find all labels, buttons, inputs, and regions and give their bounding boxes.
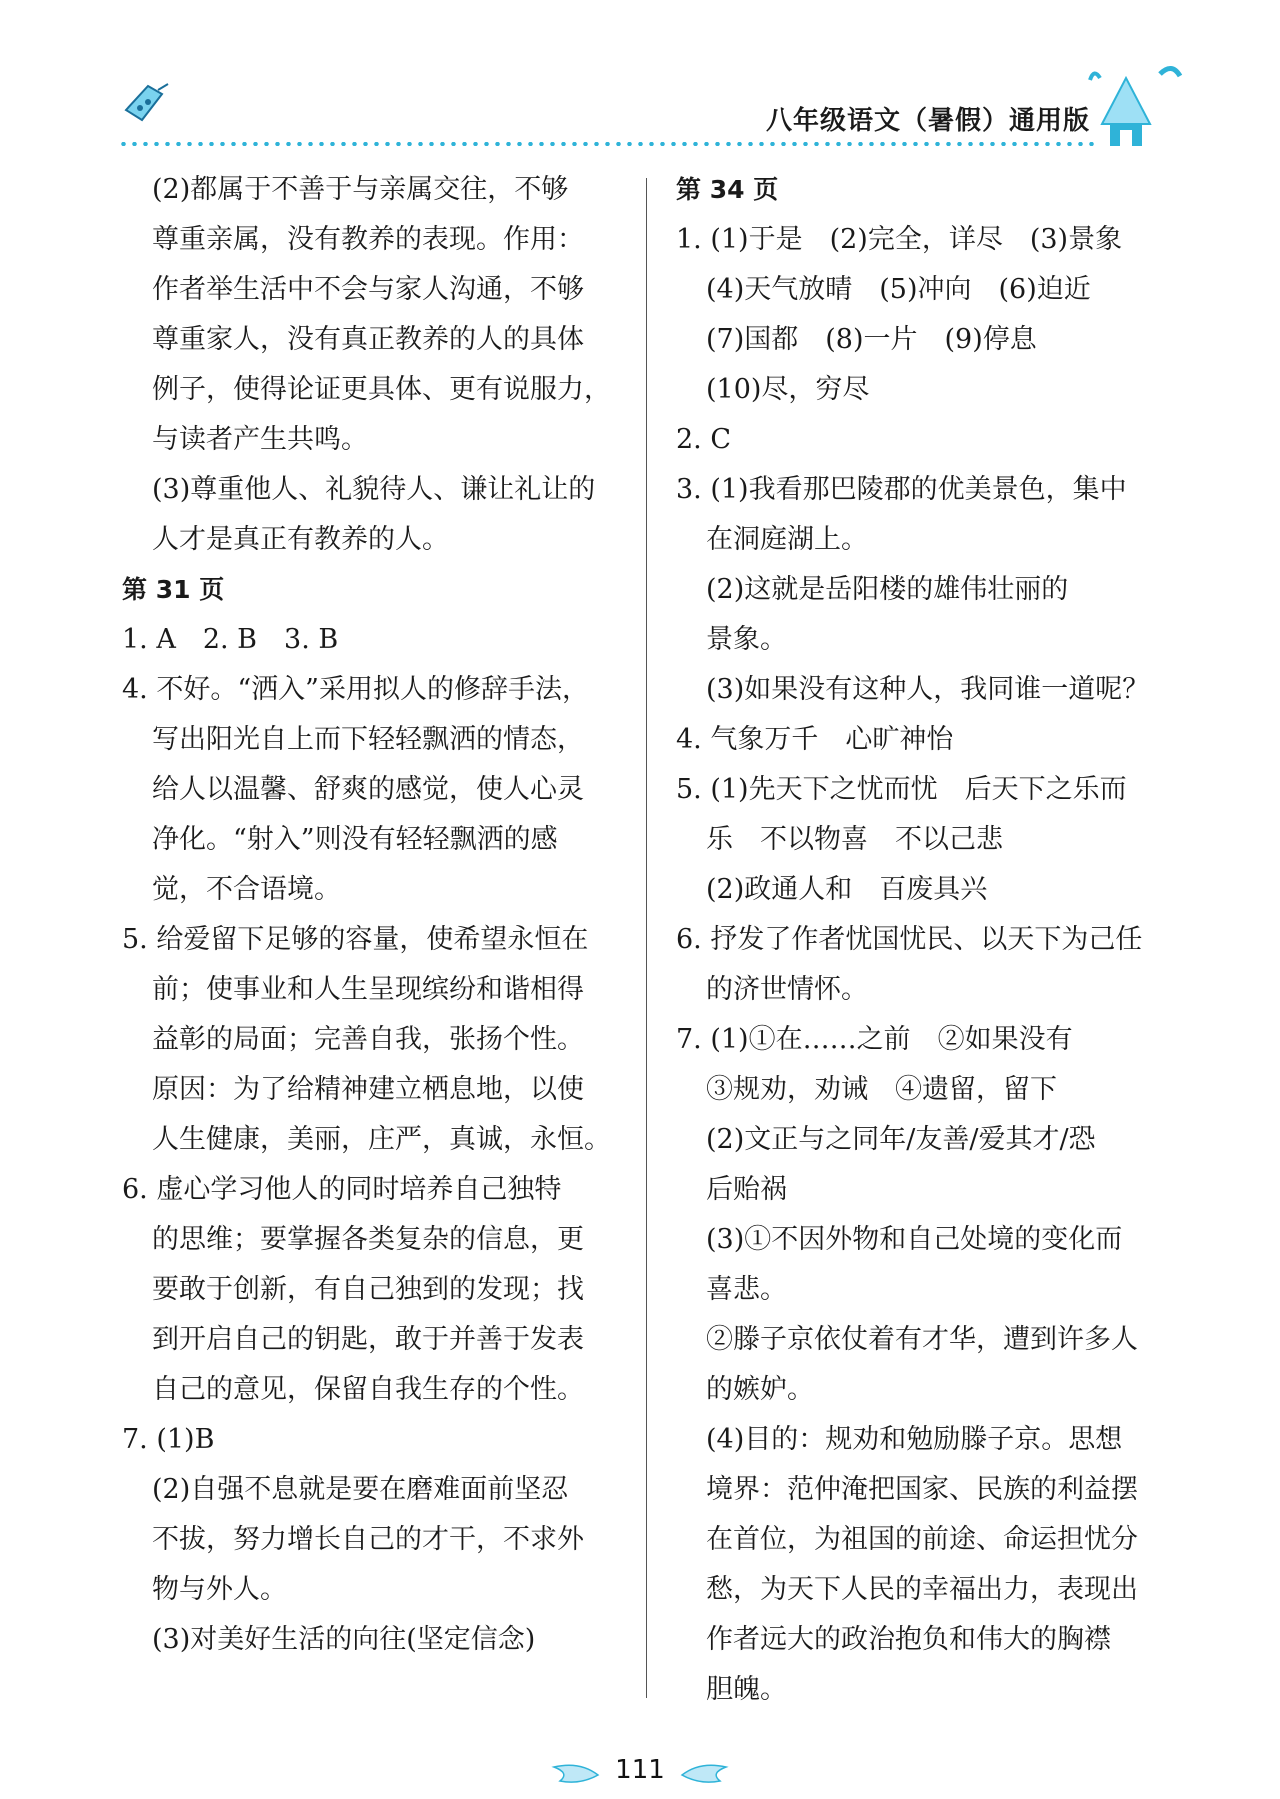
answer-line: 7. (1)B: [122, 1424, 215, 1455]
left-column: [122, 165, 622, 1665]
column-divider: [646, 178, 647, 1698]
answer-line: (2)这就是岳阳楼的雄伟壮丽的: [706, 574, 1069, 605]
answer-line: 给人以温馨、舒爽的感觉，使人心灵: [152, 774, 584, 805]
wing-right-icon: [680, 1759, 730, 1789]
dotted-divider: [118, 142, 1098, 146]
answer-line: 自己的意见，保留自我生存的个性。: [152, 1374, 584, 1405]
section-heading: 第 31 页: [122, 575, 225, 604]
answer-line: 的济世情怀。: [706, 974, 868, 1005]
answer-line: 前；使事业和人生呈现缤纷和谐相得: [152, 974, 584, 1005]
answer-line: (2)都属于不善于与亲属交往，不够: [152, 174, 569, 205]
answer-line: 作者举生活中不会与家人沟通，不够: [152, 274, 584, 305]
answer-line: 人生健康，美丽，庄严，真诚，永恒。: [152, 1124, 611, 1155]
answer-line: (3)①不因外物和自己处境的变化而: [706, 1224, 1123, 1255]
answer-line: 胆魄。: [706, 1674, 787, 1705]
answer-line: 到开启自己的钥匙，敢于并善于发表: [152, 1324, 584, 1355]
answer-line: 的嫉妒。: [706, 1374, 814, 1405]
answer-line: 1. A 2. B 3. B: [122, 624, 339, 655]
answer-line: 2. C: [676, 424, 732, 455]
answer-line: ②滕子京依仗着有才华，遭到许多人: [706, 1324, 1138, 1355]
answer-line: 7. (1)①在……之前 ②如果没有: [676, 1024, 1073, 1055]
answer-line: (4)天气放晴 (5)冲向 (6)迫近: [706, 274, 1091, 305]
answer-line: 净化。“射入”则没有轻轻飘洒的感: [152, 824, 558, 855]
answer-line: (3)尊重他人、礼貌待人、谦让礼让的: [152, 474, 596, 505]
answer-line: 喜悲。: [706, 1274, 787, 1305]
answer-line: (10)尽，穷尽: [706, 374, 870, 405]
answer-line: 6. 虚心学习他人的同时培养自己独特: [122, 1174, 562, 1205]
answer-line: 的思维；要掌握各类复杂的信息，更: [152, 1224, 584, 1255]
answer-line: 作者远大的政治抱负和伟大的胸襟: [706, 1624, 1111, 1655]
answer-line: 尊重家人，没有真正教养的人的具体: [152, 324, 584, 355]
answer-line: 后贻祸: [706, 1174, 787, 1205]
answer-line: 景象。: [706, 624, 787, 655]
answer-line: 在洞庭湖上。: [706, 524, 868, 555]
house-icon: [1080, 60, 1190, 150]
answer-line: 不拔，努力增长自己的才干，不求外: [152, 1524, 584, 1555]
answer-line: 尊重亲属，没有教养的表现。作用：: [152, 224, 584, 255]
right-column: [676, 165, 1176, 1715]
answer-line: (2)自强不息就是要在磨难面前坚忍: [152, 1474, 569, 1505]
answer-line: (3)对美好生活的向往(坚定信念): [152, 1624, 536, 1655]
answer-line: 写出阳光自上而下轻轻飘洒的情态，: [152, 724, 584, 755]
page-number: 111: [615, 1755, 665, 1785]
answer-line: 觉，不合语境。: [152, 874, 341, 905]
answer-line: 益彰的局面；完善自我，张扬个性。: [152, 1024, 584, 1055]
answer-line: 物与外人。: [152, 1574, 287, 1605]
answer-line: 乐 不以物喜 不以己悲: [706, 824, 1003, 855]
answer-line: 例子，使得论证更具体、更有说服力，: [152, 374, 611, 405]
answer-line: 3. (1)我看那巴陵郡的优美景色，集中: [676, 474, 1127, 505]
answer-line: 人才是真正有教养的人。: [152, 524, 449, 555]
answer-line: 境界：范仲淹把国家、民族的利益摆: [706, 1474, 1138, 1505]
answer-line: 愁，为天下人民的幸福出力，表现出: [706, 1574, 1138, 1605]
answer-line: (4)目的：规劝和勉励滕子京。思想: [706, 1424, 1123, 1455]
answer-line: 原因：为了给精神建立栖息地，以使: [152, 1074, 584, 1105]
answer-line: 要敢于创新，有自己独到的发现；找: [152, 1274, 584, 1305]
section-heading: 第 34 页: [676, 175, 779, 204]
page-footer: [540, 1755, 740, 1795]
answer-line: 1. (1)于是 (2)完全，详尽 (3)景象: [676, 224, 1123, 255]
answer-line: 在首位，为祖国的前途、命运担忧分: [706, 1524, 1138, 1555]
answer-line: (7)国都 (8)一片 (9)停息: [706, 324, 1037, 355]
answer-line: 4. 气象万千 心旷神怡: [676, 724, 954, 755]
header-title: 八年级语文（暑假）通用版: [765, 106, 1090, 136]
answer-line: 4. 不好。“洒入”采用拟人的修辞手法，: [122, 674, 589, 705]
answer-line: (3)如果没有这种人，我同谁一道呢？: [706, 674, 1150, 705]
page-header: [0, 0, 1280, 160]
answer-line: 5. 给爱留下足够的容量，使希望永恒在: [122, 924, 589, 955]
mascot-icon: [118, 80, 178, 130]
answer-line: (2)文正与之同年/友善/爱其才/恐: [706, 1124, 1096, 1155]
answer-line: 5. (1)先天下之忧而忧 后天下之乐而: [676, 774, 1127, 805]
answer-line: 6. 抒发了作者忧国忧民、以天下为己任: [676, 924, 1143, 955]
answer-line: ③规劝，劝诫 ④遗留，留下: [706, 1074, 1057, 1105]
answer-line: (2)政通人和 百废具兴: [706, 874, 988, 905]
answer-line: 与读者产生共鸣。: [152, 424, 368, 455]
